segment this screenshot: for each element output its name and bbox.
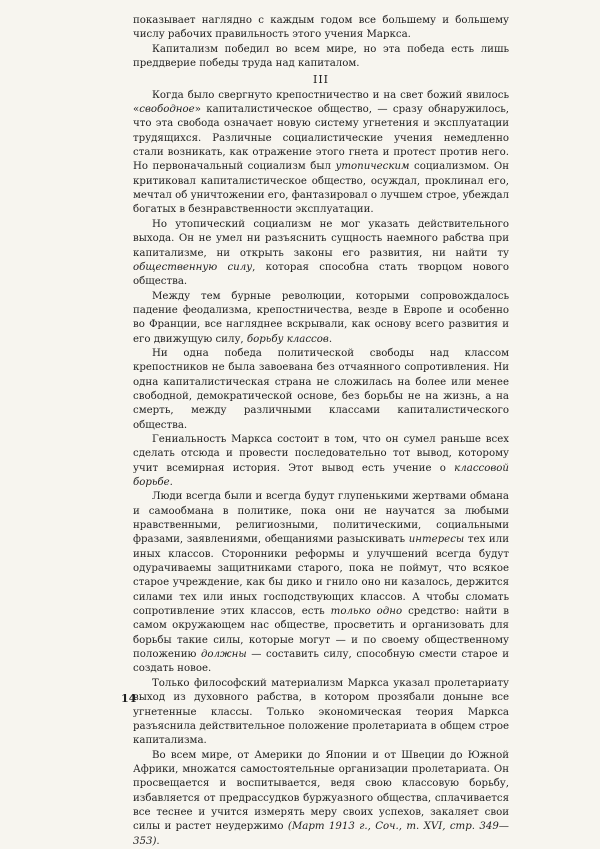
paragraph: Но утопический социализм не мог указать действительного выхода. Он не умел ни разъяснить сущность наемного рабства при капитализме, ни открыть законы его развития, ни найти ту общественную силу, которая способна стать творцом нового общества. [133, 218, 509, 288]
emphasis: должны [200, 649, 247, 661]
emphasis: свободное [139, 104, 195, 116]
paragraph-text: Капитализм победил во всем мире, но эта победа есть лишь преддверие победы труда над капиталом. [133, 43, 509, 70]
paragraph [133, 43, 509, 72]
emphasis: общественную силу [133, 261, 253, 273]
paragraph-text: показывает наглядно с каждым годом все большему и большему числу рабочих правильность этого учения Маркса. [133, 15, 509, 41]
paragraph: Люди всегда были и всегда будут глупенькими жертвами обмана и самообмана в политике, пока они не научатся за любыми нравственными, религиозными, политическими, социальными фразами, заявлениями, обещаниями разыскивать интересы тех или иных классов. Сторонники реформы и улучшений всегда будут одурачиваемы защитниками старого, пока не поймут, что всякое старое учреждение, как бы дико и гнило оно ни казалось, держится силами тех или иных господствующих классов. А чтобы сломать сопротивление этих классов, есть только одно средство: найти в самом окружающем нас обществе, просветить и организовать для борьбы такие силы, которые могут — и по своему общественному положению должны — составить силу, способную смести старое и создать новое. [133, 491, 510, 675]
paragraph: Во всем мире, от Америки до Японии и от Швеции до Южной Африки, множатся самостоятельные организации пролетариата. Он просвещается и воспитывается, ведя свою классовую борьбу, избавляется от предрассудков буржуазного общества, сплачивается все теснее и учится измерять меру своих успехов, закаляет свои силы и растет неудержимо (Март 1913 г., Соч., т. XVI, стр. 349—353). [133, 749, 509, 847]
paragraph [133, 14, 509, 43]
paragraph: Только философский материализм Маркса указал пролетариату выход из духовного рабства, в котором прозябали доныне все угнетенные классы. Только экономическая теория Маркса разъяснила действительное положение пролетариата в общем строе капитализма. [133, 677, 509, 747]
section-heading: III [312, 73, 330, 87]
paragraph: Ни одна победа политической свободы над классом крепостников не была завоевана без отчаянного сопротивления. Ни одна капиталистическая страна не сложилась на более или менее свободной, демократической основе, без борьбы не на жизнь, а на смерть, между различными классами капиталистического общества. [133, 347, 509, 431]
paragraph: Гениальность Маркса состоит в том, что он сумел раньше всех сделать отсюда и провести последовательно тот вывод, которому учит всемирная история. Этот вывод есть учение о классовой борьбе. [133, 433, 509, 488]
page-body [133, 14, 509, 849]
page-number: 14 [121, 692, 137, 705]
emphasis: интересы [408, 534, 465, 546]
emphasis: борьбу классов [246, 333, 329, 345]
paragraph: Когда было свергнуто крепостничество и на свет божий явилось «свободное» капиталистическое общество, — сразу обнаружилось, что эта свобода означает новую систему угнетения и эксплуатации трудящихся. Различные социалистические учения немедленно стали возникать, как отражение этого гнета и протест против него. Но первоначальный социализм был утопическим социализмом. Он критиковал капиталистическое общество, осуждал, проклинал его, мечтал об уничтожении его, фантазировал о лучшем строе, убеждал богатых в безнравственности эксплуатации. [133, 89, 509, 216]
paragraph: Между тем бурные революции, которыми сопровождалось падение феодализма, крепостничества, везде в Европе и особенно во Франции, все нагляднее вскрывали, как основу всего развития и его движущую силу, борьбу классов. [133, 290, 509, 345]
citation: (Март 1913 г., Соч., т. XVI, стр. 349—353) [133, 821, 509, 847]
emphasis: классовой борьбе [133, 462, 509, 488]
emphasis: утопическим [335, 161, 410, 173]
emphasis: только одно [330, 606, 403, 618]
